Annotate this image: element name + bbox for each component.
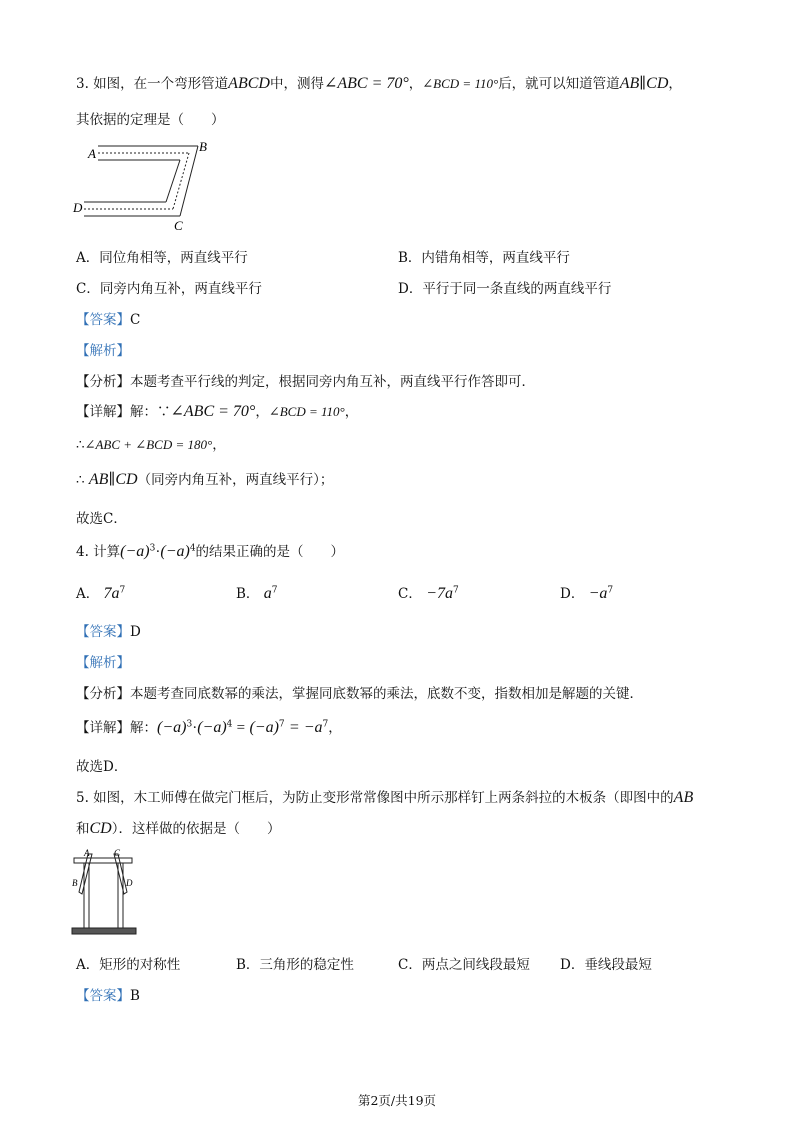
q4-detail-tag: 【详解】 [76,720,130,736]
q3-detail-line2 [76,433,226,453]
q3-option-c: C．同旁内角互补，两直线平行 [76,281,262,297]
q3-pipe-right-center [173,153,189,209]
q3-detail-comma: ， [212,437,226,453]
q5-stem-line2 [76,817,280,838]
q3-stem-text: 中，测得 [269,76,324,92]
q3-answer-tag: 【答案】 [76,312,130,328]
q4-detail-base-1: (−a) [157,719,187,736]
q5-label-b: B [72,878,78,888]
q5-label-c: C [114,848,121,858]
q4-option-a-exp: 7 [119,585,126,596]
q4-option-d [560,582,613,603]
q3-pipe-right-outer [180,146,198,216]
q3-detail-line1 [76,400,358,421]
q3-fenxi [76,370,535,390]
q3-stem-cd: CD [646,75,669,92]
q4-option-c-value: −7a [426,585,453,602]
q4-option-b-label: B． [236,586,260,602]
q4-option-b-value: a [263,585,272,602]
q4-option-c-exp: 7 [452,585,459,596]
q3-stem-angle-bcd: ∠BCD = 110° [422,76,499,91]
q4-option-a-value: 7a [103,585,120,602]
q3-stem-text: 3. 如图，在一个弯形管道 [76,76,229,92]
q4-stem [76,540,344,561]
q3-pipe-right-inner [166,160,180,202]
q4-conclusion: 故选D． [76,759,128,775]
q5-door-frame-figure [70,848,142,938]
q3-label-a: A [88,146,96,161]
q5-stem-text: ）．这样做的依据是（ ） [111,821,281,837]
q5-stem-cd: CD [89,820,112,837]
q5-frame-ground [72,928,136,934]
q3-stem-line1 [76,72,682,93]
q3-stem-abcd: ABCD [228,75,270,92]
q4-option-a [76,582,125,603]
q3-detail-angle-bcd: ∠BCD = 110° [268,404,345,419]
q3-detail-ab: AB [88,471,109,488]
q5-option-c: C．两点之间线段最短 [398,957,530,973]
q4-answer-tag: 【答案】 [76,624,130,640]
q4-detail-base-2: (−a) [197,719,227,736]
q4-detail-equals: = [236,720,246,736]
q4-detail-exp-2: 4 [226,719,233,730]
q5-answer-value: B [130,988,140,1004]
q4-option-b-exp: 7 [271,585,278,596]
q5-stem-ab: AB [673,789,694,806]
q4-answer-value: D [130,624,141,640]
q5-frame-left-post [84,863,89,928]
q3-option-a: A．同位角相等，两直线平行 [76,250,248,266]
q5-answer [76,984,140,1004]
q3-detail-cd: CD [115,471,138,488]
q3-detail-text: 解：∵ [130,404,171,420]
q5-option-a: A．矩形的对称性 [76,957,181,973]
q5-option-d: D．垂线段最短 [560,957,652,973]
q4-fenxi-text: 本题考查同底数幂的乘法，掌握同底数幂的乘法，底数不变，指数相加是解题的关键． [130,686,643,702]
q5-frame-top-beam [74,858,132,863]
q3-detail-parallel: ∥ [108,472,116,488]
q3-stem-parallel: ∥ [639,76,647,92]
q3-stem-comma: ， [408,76,423,92]
q3-stem-ab: AB [619,75,640,92]
q4-stem-exp-1: 3 [149,543,156,554]
q4-option-c-label: C． [398,586,422,602]
q4-detail-exp-4: 7 [322,719,329,730]
q4-option-d-value: −a [588,585,608,602]
q4-option-c [398,582,459,603]
q3-detail-reason: （同旁内角互补，两直线平行）； [137,472,334,488]
q4-option-d-label: D． [560,586,585,602]
q4-stem-exp-2: 4 [189,543,196,554]
q3-answer [76,308,140,328]
q4-stem-dot: · [155,544,161,560]
q5-brace-ab [79,854,92,894]
q4-analysis-tag: 【解析】 [76,655,130,671]
q4-answer [76,620,141,640]
q3-stem-text: 后，就可以知道管道 [498,76,620,92]
q4-stem-text: 的结果正确的是（ ） [195,544,345,560]
q4-option-a-label: A． [76,586,100,602]
q3-analysis-tag: 【解析】 [76,343,130,359]
q3-fenxi-tag: 【分析】 [76,374,130,390]
q3-detail-comma: ， [344,404,359,420]
q5-label-d: D [126,878,133,888]
q4-detail-result: = −a [288,719,323,736]
q3-detail-line3 [76,468,333,489]
q5-brace-cd [114,854,127,894]
q3-label-b: B [199,139,207,154]
q4-option-b [236,582,277,603]
q3-label-c: C [174,218,183,233]
q5-stem-line1 [76,786,693,807]
q3-conclusion: 故选C． [76,511,127,527]
q5-stem-text: 5. 如图，木工师傅在做完门框后，为防止变形常常像图中所示那样钉上两条斜拉的木板条（即图中的 [76,790,674,806]
q3-detail-angle-sum: ∠ABC + ∠BCD = 180° [84,437,213,452]
q3-detail-therefore: ∴ [76,437,85,453]
q5-stem-text: 和 [76,821,90,837]
q4-fenxi-tag: 【分析】 [76,686,130,702]
q4-detail-exp-1: 3 [186,719,193,730]
q4-detail-text: 解： [130,720,157,736]
q3-detail-therefore: ∴ [76,472,85,488]
q3-detail-tag: 【详解】 [76,404,130,420]
q3-stem-angle-abc: ∠ABC = 70° [323,75,409,92]
q4-stem-text: 4. 计算 [76,544,121,560]
q5-label-a: A [84,848,90,858]
q3-fenxi-text: 本题考查平行线的判定，根据同旁内角互补，两直线平行作答即可． [130,374,535,390]
q4-detail-exp-3: 7 [278,719,285,730]
q4-detail-base-3: (−a) [249,719,279,736]
q3-stem-comma: ， [668,76,682,92]
q4-detail [76,716,342,737]
q3-label-d: D [73,200,83,215]
page-number: 第2页/共19页 [357,1093,437,1108]
q4-option-d-exp: 7 [607,585,614,596]
q3-answer-value: C [130,312,141,328]
q4-detail-dot: · [192,720,198,736]
q5-option-b: B．三角形的稳定性 [236,957,354,973]
q4-stem-base-1: (−a) [120,543,150,560]
q4-stem-base-2: (−a) [160,543,190,560]
q3-option-b: B．内错角相等，两直线平行 [398,250,570,266]
q3-detail-angle-abc: ∠ABC = 70° [170,403,256,420]
q3-option-d: D．平行于同一条直线的两直线平行 [398,281,612,297]
q4-detail-comma: ， [328,720,342,736]
q5-answer-tag: 【答案】 [76,988,130,1004]
q3-detail-comma: ， [255,404,269,420]
q3-stem-line2: 其依据的定理是（ ） [76,112,225,128]
q3-pipe-figure [70,138,220,234]
q4-fenxi [76,682,643,702]
